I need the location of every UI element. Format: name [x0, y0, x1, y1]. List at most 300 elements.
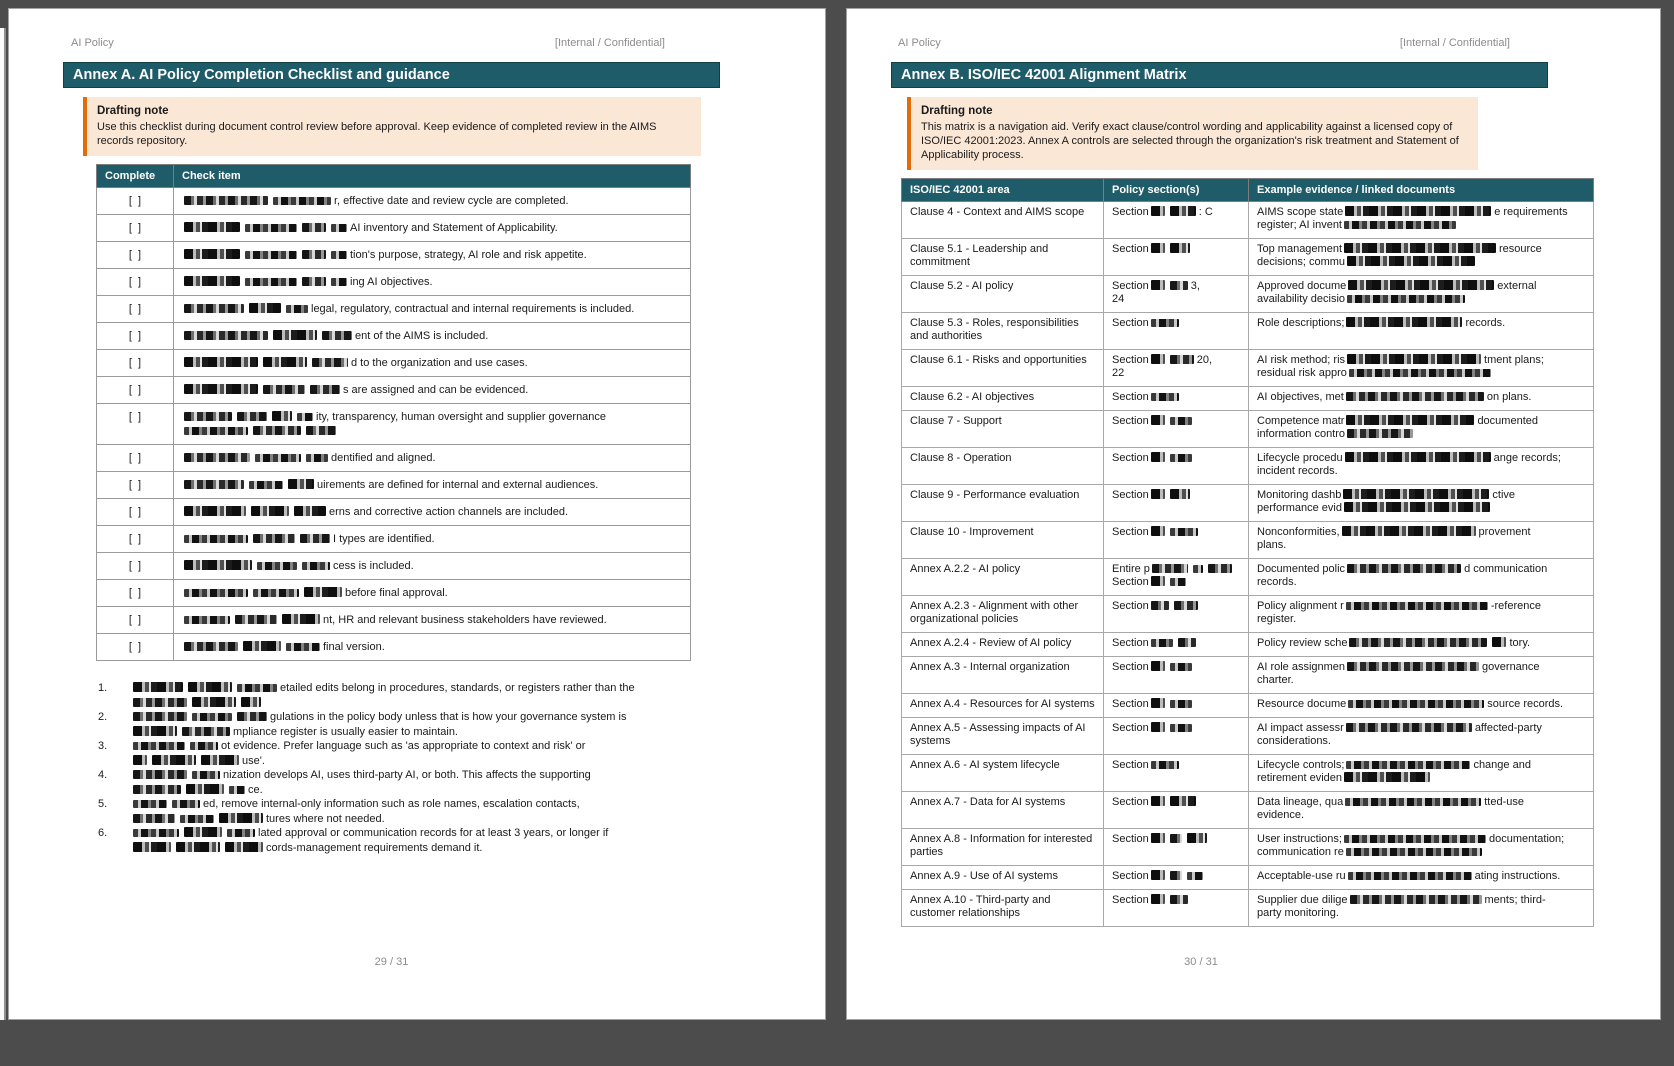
- doc-line: [131, 783, 779, 798]
- check-item-cell: [174, 323, 691, 350]
- checkbox-cell: [ ]: [97, 553, 174, 580]
- matrix-body: [902, 202, 1594, 927]
- doc-text: residual risk appro: [1257, 367, 1347, 379]
- evidence-cell: [1249, 448, 1594, 485]
- checklist-row: [97, 499, 691, 526]
- doc-text: Role descriptions;: [1257, 317, 1345, 329]
- doc-text: Section: [1112, 637, 1149, 649]
- doc-text: dentified and aligned.: [331, 452, 436, 464]
- doc-line: [1257, 502, 1585, 515]
- redaction: [1346, 848, 1482, 856]
- policy-sections-cell: [1104, 411, 1249, 448]
- evidence-cell: [1249, 755, 1594, 792]
- column-header-evidence: Example evidence / linked documents: [1249, 179, 1594, 202]
- checklist-row: [97, 472, 691, 499]
- redaction: [227, 829, 255, 837]
- policy-sections-cell: [1104, 755, 1249, 792]
- policy-sections-cell: [1104, 350, 1249, 387]
- redaction: [1193, 565, 1203, 573]
- doc-line: [182, 451, 682, 465]
- redaction: [133, 682, 183, 692]
- doc-line: [1257, 428, 1585, 441]
- policy-sections-cell: [1104, 239, 1249, 276]
- footnote-item: [98, 768, 779, 797]
- checklist-row: [97, 404, 691, 445]
- checklist-body: [97, 188, 691, 661]
- doc-line: [1257, 367, 1585, 380]
- redaction: [273, 197, 331, 205]
- checkbox-cell: [ ]: [97, 472, 174, 499]
- doc-text: e requirements: [1494, 206, 1568, 218]
- doc-text: Competence matr: [1257, 415, 1345, 427]
- matrix-row: [902, 755, 1594, 792]
- redaction: [184, 331, 268, 340]
- redaction: [273, 330, 317, 340]
- redaction: [180, 815, 214, 823]
- doc-text: tment plans;: [1484, 354, 1544, 366]
- doc-line: [1257, 354, 1585, 367]
- redaction: [237, 712, 267, 721]
- redaction: [1343, 489, 1489, 499]
- doc-text: before final approval.: [345, 587, 448, 599]
- redaction: [184, 560, 252, 570]
- policy-sections-cell: [1104, 829, 1249, 866]
- footnote-item: [98, 681, 779, 710]
- redaction: [1151, 722, 1165, 732]
- redaction: [249, 303, 281, 313]
- guidance-notes-list: [98, 681, 779, 855]
- policy-sections-cell: [1104, 522, 1249, 559]
- matrix-row: [902, 448, 1594, 485]
- area-cell: Annex A.2.3 - Alignment with other organizational policies: [902, 596, 1104, 633]
- redaction: [219, 813, 263, 823]
- doc-line: [1112, 317, 1240, 330]
- checklist-row: [97, 553, 691, 580]
- drafting-note-title: Drafting note: [97, 105, 169, 117]
- doc-line: [1257, 243, 1585, 256]
- redaction: [184, 384, 258, 394]
- document-page-left: [8, 8, 826, 1020]
- checkbox-cell: [ ]: [97, 323, 174, 350]
- doc-text: charter.: [1257, 674, 1294, 686]
- check-item-cell: [174, 526, 691, 553]
- doc-line: [1257, 661, 1585, 674]
- doc-line: [1257, 256, 1585, 269]
- doc-line: [1112, 833, 1240, 846]
- area-cell: Clause 4 - Context and AIMS scope: [902, 202, 1104, 239]
- doc-text: Section: [1112, 833, 1149, 845]
- redaction: [302, 277, 326, 286]
- checklist-row: [97, 377, 691, 404]
- checkbox-cell: [ ]: [97, 526, 174, 553]
- doc-line: [182, 640, 682, 654]
- footnote-body: [131, 797, 779, 826]
- redaction: [184, 222, 240, 232]
- redaction: [133, 712, 187, 721]
- doc-text: resource: [1499, 243, 1542, 255]
- checklist-row: [97, 269, 691, 296]
- redaction: [1170, 578, 1186, 586]
- doc-line: [182, 194, 682, 208]
- doc-line: [1112, 563, 1240, 576]
- check-item-cell: [174, 188, 691, 215]
- redaction: [133, 755, 147, 765]
- redaction: [1170, 871, 1182, 880]
- redaction: [1187, 872, 1203, 880]
- doc-text: use'.: [242, 754, 265, 767]
- redaction: [184, 642, 238, 651]
- redaction: [1170, 243, 1190, 253]
- doc-line: [1112, 576, 1240, 589]
- doc-text: AI impact assessr: [1257, 722, 1344, 734]
- doc-text: ed, remove internal-only information such as role names, escalation contacts,: [203, 798, 580, 810]
- doc-text: affected-party: [1474, 722, 1542, 734]
- checklist-row: [97, 188, 691, 215]
- redaction: [172, 800, 200, 808]
- redaction: [201, 755, 239, 765]
- doc-text: governance: [1482, 661, 1540, 673]
- check-item-cell: [174, 553, 691, 580]
- doc-text: Acceptable-use ru: [1257, 870, 1346, 882]
- completion-checklist-table: [96, 164, 691, 661]
- doc-line: [1112, 870, 1240, 883]
- redaction: [253, 426, 301, 435]
- check-item-cell: [174, 296, 691, 323]
- doc-line: [1257, 219, 1585, 232]
- redaction: [331, 278, 347, 286]
- area-cell: Clause 10 - Improvement: [902, 522, 1104, 559]
- doc-text: ating instructions.: [1474, 870, 1561, 882]
- doc-text: Section: [1112, 796, 1149, 808]
- evidence-cell: [1249, 350, 1594, 387]
- doc-text: Nonconformities,: [1257, 526, 1340, 538]
- redaction: [302, 223, 326, 232]
- page-number: 30 / 31: [1184, 956, 1218, 968]
- evidence-cell: [1249, 694, 1594, 718]
- area-cell: Annex A.6 - AI system lifecycle: [902, 755, 1104, 792]
- doc-text: register.: [1257, 613, 1297, 625]
- doc-text: 24: [1112, 293, 1125, 305]
- doc-text: register; AI invent: [1257, 219, 1342, 231]
- evidence-cell: [1249, 411, 1594, 448]
- checkbox-cell: [ ]: [97, 499, 174, 526]
- redaction: [302, 562, 330, 570]
- doc-text: uirements are defined for internal and external audiences.: [317, 479, 599, 491]
- redaction: [1346, 602, 1488, 610]
- redaction: [1347, 295, 1465, 303]
- doc-text: 3,: [1190, 280, 1200, 292]
- redaction: [302, 250, 326, 259]
- matrix-row: [902, 411, 1594, 448]
- page-header: [898, 37, 1510, 49]
- redaction: [286, 643, 320, 651]
- redaction: [1345, 206, 1491, 216]
- doc-text: Policy review sche: [1257, 637, 1348, 649]
- redaction: [133, 726, 177, 736]
- redaction: [251, 506, 289, 516]
- checklist-row: [97, 607, 691, 634]
- checklist-header-row: [97, 165, 691, 188]
- doc-text: ent of the AIMS is included.: [355, 330, 489, 342]
- checklist-row: [97, 526, 691, 553]
- redaction: [133, 698, 187, 707]
- matrix-header-row: [902, 179, 1594, 202]
- doc-text: Section: [1112, 489, 1149, 501]
- redaction: [272, 411, 292, 421]
- doc-line: [1112, 894, 1240, 907]
- redaction: [184, 427, 248, 435]
- redaction: [184, 616, 230, 624]
- redaction: [1344, 502, 1490, 512]
- area-cell: Clause 5.2 - AI policy: [902, 276, 1104, 313]
- redaction: [294, 506, 326, 516]
- doc-line: [1112, 243, 1240, 256]
- previous-page-edge: [0, 28, 6, 1020]
- checkbox-cell: [ ]: [97, 350, 174, 377]
- footnote-body: [131, 710, 779, 739]
- doc-text: considerations.: [1257, 735, 1331, 747]
- doc-text: Section: [1112, 391, 1149, 403]
- doc-text: Section: [1112, 206, 1149, 218]
- checklist-row: [97, 215, 691, 242]
- checkbox-cell: [ ]: [97, 377, 174, 404]
- redaction: [1346, 723, 1472, 732]
- doc-line: [1112, 637, 1240, 650]
- policy-sections-cell: [1104, 890, 1249, 927]
- doc-text: Top management: [1257, 243, 1342, 255]
- doc-text: d communication: [1464, 563, 1548, 575]
- redaction: [1151, 452, 1165, 462]
- doc-line: [1257, 735, 1585, 748]
- doc-line: [131, 768, 779, 783]
- doc-text: AI risk method; ris: [1257, 354, 1346, 366]
- redaction: [1151, 576, 1165, 586]
- evidence-cell: [1249, 890, 1594, 927]
- doc-text: Entire p: [1112, 563, 1150, 575]
- redaction: [245, 251, 297, 259]
- area-cell: Annex A.2.2 - AI policy: [902, 559, 1104, 596]
- redaction: [1345, 798, 1481, 806]
- redaction: [306, 454, 328, 462]
- annex-a-title-bar: Annex A. AI Policy Completion Checklist and guidance: [63, 62, 720, 88]
- redaction: [1151, 639, 1173, 647]
- check-item-cell: [174, 445, 691, 472]
- redaction: [133, 800, 167, 808]
- doc-line: [182, 532, 682, 546]
- redaction: [1151, 661, 1165, 671]
- redaction: [1151, 393, 1179, 401]
- matrix-row: [902, 276, 1594, 313]
- policy-sections-cell: [1104, 718, 1249, 755]
- redaction: [184, 453, 250, 462]
- checkbox-cell: [ ]: [97, 607, 174, 634]
- doc-line: [1257, 317, 1585, 330]
- doc-text: decisions; commu: [1257, 256, 1346, 268]
- doc-text: Section: [1112, 415, 1149, 427]
- evidence-cell: [1249, 387, 1594, 411]
- redaction: [253, 589, 299, 597]
- doc-text: tures where not needed.: [266, 812, 385, 825]
- doc-line: [1257, 576, 1585, 589]
- doc-line: [182, 356, 682, 370]
- doc-text: final version.: [323, 641, 385, 653]
- doc-text: Section: [1112, 317, 1149, 329]
- redaction: [1170, 355, 1194, 364]
- check-item-cell: [174, 350, 691, 377]
- doc-line: [1257, 391, 1585, 404]
- evidence-cell: [1249, 829, 1594, 866]
- footnote-number: 6.: [98, 827, 108, 839]
- drafting-note-body: Use this checklist during document control review before approval. Keep evidence of completed review in the AIMS records repository.: [97, 121, 657, 147]
- matrix-row: [902, 890, 1594, 927]
- redaction: [182, 727, 230, 736]
- doc-text: documentation;: [1488, 833, 1565, 845]
- checkbox-cell: [ ]: [97, 215, 174, 242]
- redaction: [331, 224, 347, 232]
- policy-sections-cell: [1104, 448, 1249, 485]
- doc-text: information contro: [1257, 428, 1346, 440]
- redaction: [1170, 489, 1190, 499]
- doc-text: records.: [1465, 317, 1506, 329]
- redaction: [184, 196, 268, 205]
- evidence-cell: [1249, 633, 1594, 657]
- doc-line: [1112, 759, 1240, 772]
- checkbox-cell: [ ]: [97, 188, 174, 215]
- doc-text: cess is included.: [333, 560, 414, 572]
- doc-line: [1112, 354, 1240, 367]
- doc-line: [182, 383, 682, 397]
- check-item-cell: [174, 580, 691, 607]
- redaction: [133, 742, 185, 750]
- redaction: [152, 755, 196, 765]
- doc-line: [1112, 661, 1240, 674]
- evidence-cell: [1249, 202, 1594, 239]
- redaction: [249, 481, 283, 489]
- doc-text: r, effective date and review cycle are completed.: [334, 195, 569, 207]
- evidence-cell: [1249, 866, 1594, 890]
- matrix-row: [902, 694, 1594, 718]
- doc-text: Section: [1112, 722, 1149, 734]
- doc-line: [1257, 907, 1585, 920]
- doc-line: [1257, 637, 1585, 650]
- redaction: [186, 784, 224, 794]
- doc-text: Lifecycle procedu: [1257, 452, 1343, 464]
- doc-line: [1112, 600, 1240, 613]
- redaction: [1342, 526, 1476, 536]
- redaction: [190, 742, 218, 750]
- redaction: [1151, 601, 1169, 610]
- area-cell: Clause 5.1 - Leadership and commitment: [902, 239, 1104, 276]
- doc-line: [182, 221, 682, 235]
- policy-sections-cell: [1104, 387, 1249, 411]
- redaction: [310, 385, 340, 394]
- doc-line: [182, 505, 682, 519]
- doc-text: records.: [1257, 576, 1297, 588]
- area-cell: Annex A.8 - Information for interested parties: [902, 829, 1104, 866]
- doc-line: [131, 710, 779, 725]
- redaction: [1151, 243, 1165, 253]
- footnote-item: [98, 826, 779, 855]
- matrix-row: [902, 313, 1594, 350]
- doc-text: evidence.: [1257, 809, 1305, 821]
- drafting-note: [83, 97, 701, 156]
- check-item-cell: [174, 472, 691, 499]
- doc-text: -reference: [1490, 600, 1541, 612]
- doc-text: communication re: [1257, 846, 1344, 858]
- doc-text: Section: [1112, 576, 1149, 588]
- doc-line: [1257, 846, 1585, 859]
- redaction: [1348, 280, 1494, 290]
- redaction: [1170, 796, 1196, 806]
- redaction: [184, 412, 232, 421]
- redaction: [1151, 354, 1165, 364]
- redaction: [1347, 429, 1413, 438]
- redaction: [1346, 317, 1462, 327]
- redaction: [263, 385, 305, 394]
- document-page-right: [846, 8, 1661, 1020]
- redaction: [300, 534, 330, 543]
- redaction: [1170, 724, 1192, 732]
- checkbox-cell: [ ]: [97, 404, 174, 445]
- area-cell: Clause 9 - Performance evaluation: [902, 485, 1104, 522]
- redaction: [245, 278, 297, 286]
- doc-line: [1257, 600, 1585, 613]
- redaction: [225, 842, 263, 852]
- redaction: [245, 224, 297, 232]
- doc-line: [1112, 280, 1240, 293]
- redaction: [288, 479, 314, 489]
- redaction: [1151, 870, 1165, 880]
- drafting-note-body: This matrix is a navigation aid. Verify exact clause/control wording and applicability against a licensed copy of ISO/IEC 42001:2023. Annex A controls are selected through the organization's risk treatment and Statement of Applicability process.: [921, 121, 1459, 161]
- footnote-body: [131, 768, 779, 797]
- doc-text: Resource docume: [1257, 698, 1347, 710]
- doc-text: d to the organization and use cases.: [351, 357, 528, 369]
- redaction: [133, 842, 171, 852]
- doc-text: Supplier due dilige: [1257, 894, 1348, 906]
- doc-line: [1257, 563, 1585, 576]
- redaction: [255, 454, 301, 462]
- doc-text: AI inventory and Statement of Applicability.: [350, 222, 558, 234]
- doc-line: [1112, 367, 1240, 380]
- check-item-cell: [174, 269, 691, 296]
- doc-text: on plans.: [1486, 391, 1532, 403]
- doc-line: [1257, 894, 1585, 907]
- redaction: [243, 641, 281, 651]
- redaction: [1208, 564, 1232, 573]
- redaction: [184, 827, 222, 837]
- doc-line: [182, 248, 682, 262]
- checkbox-cell: [ ]: [97, 634, 174, 661]
- checklist-row: [97, 242, 691, 269]
- doc-line: [1257, 772, 1585, 785]
- evidence-cell: [1249, 657, 1594, 694]
- doc-line: [131, 826, 779, 841]
- redaction: [188, 682, 232, 692]
- doc-line: [1112, 391, 1240, 404]
- checklist-row: [97, 323, 691, 350]
- redaction: [184, 276, 240, 286]
- doc-line: [1257, 809, 1585, 822]
- area-cell: Clause 6.2 - AI objectives: [902, 387, 1104, 411]
- doc-line: [131, 696, 779, 711]
- redaction: [1170, 895, 1188, 904]
- redaction: [297, 413, 313, 421]
- policy-sections-cell: [1104, 202, 1249, 239]
- doc-text: gulations in the policy body unless that is how your governance system is: [270, 711, 627, 723]
- redaction: [257, 562, 297, 570]
- matrix-row: [902, 350, 1594, 387]
- redaction: [1350, 895, 1482, 904]
